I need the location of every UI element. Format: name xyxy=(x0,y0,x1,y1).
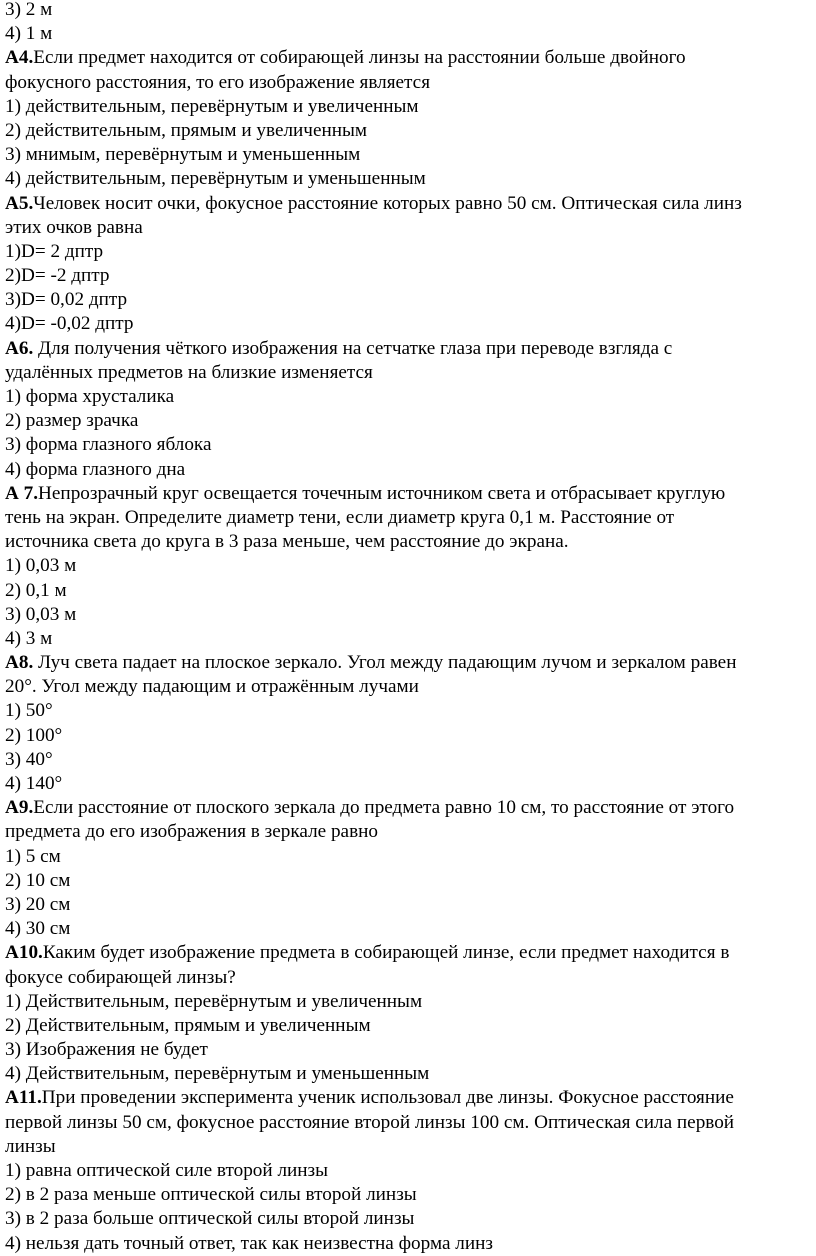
question-block xyxy=(5,651,811,796)
question-text-first-line xyxy=(5,46,811,70)
question-text: предмета до его изображения в зеркале равно xyxy=(5,821,378,843)
answer-option: 2) в 2 раза меньше оптической силы второй линзы xyxy=(5,1184,417,1206)
answer-option: 2)D= -2 дптр xyxy=(5,265,110,287)
question-text-first-line xyxy=(5,651,811,675)
answer-option: 2) Действительным, прямым и увеличенным xyxy=(5,1014,371,1036)
question-text-line xyxy=(5,675,811,699)
answer-option: 4) 1 м xyxy=(5,23,53,45)
question-text-line xyxy=(5,216,811,240)
question-text: фокусного расстояния, то его изображение является xyxy=(5,71,431,93)
answer-option: 4) действительным, перевёрнутым и уменьшенным xyxy=(5,168,426,190)
question-text-first-line xyxy=(5,337,811,361)
question-text-line xyxy=(5,71,811,95)
question-number: А8. xyxy=(5,652,34,674)
answer-option: 2) действительным, прямым и увеличенным xyxy=(5,119,368,141)
question-block xyxy=(5,941,811,1086)
answer-option: 1) форма хрусталика xyxy=(5,386,175,407)
answer-option: 1)D= 2 дптр xyxy=(5,240,104,262)
answer-option: 3) в 2 раза больше оптической силы второй линзы xyxy=(5,1208,415,1230)
answer-option: 1) Действительным, перевёрнутым и увеличенным xyxy=(5,990,423,1012)
answer-option: 4) форма глазного дна xyxy=(5,458,186,480)
question-text: источника света до круга в 3 раза меньше, чем расстояние до экрана. xyxy=(5,531,569,553)
question-number: А11. xyxy=(5,1087,42,1109)
question-text-line xyxy=(5,966,811,990)
answer-option: 4) 140° xyxy=(5,773,63,794)
question-block xyxy=(5,192,811,337)
question-text-line xyxy=(5,506,811,530)
question-text: линзы xyxy=(5,1135,56,1157)
question-text: Человек носит очки, фокусное расстояние которых равно 50 см. Оптическая сила линз xyxy=(33,192,742,214)
question-text: первой линзы 50 см, фокусное расстояние второй линзы 100 см. Оптическая сила первой xyxy=(5,1111,735,1133)
answer-option: 3) 40° xyxy=(5,748,53,770)
answer-option: 1) действительным, перевёрнутым и увеличенным xyxy=(5,95,419,117)
question-text: Каким будет изображение предмета в собирающей линзе, если предмет находится в xyxy=(42,942,730,964)
question-block xyxy=(5,796,811,941)
question-text: Если расстояние от плоского зеркала до предмета равно 10 см, то расстояние от этого xyxy=(33,797,735,819)
question-text-line xyxy=(5,820,811,844)
question-text-line xyxy=(5,1111,811,1135)
question-text-line xyxy=(5,530,811,554)
question-text: этих очков равна xyxy=(5,216,143,238)
answer-option: 2) 10 см xyxy=(5,869,71,891)
question-number: А6. xyxy=(5,337,34,359)
question-text-line xyxy=(5,361,811,385)
question-text-first-line xyxy=(5,1086,811,1110)
question-block xyxy=(5,46,811,191)
answer-option: 1) 50° xyxy=(5,700,53,722)
options-block xyxy=(5,0,811,46)
question-number: А10. xyxy=(5,942,43,964)
question-block xyxy=(5,482,811,651)
question-text: фокусе собирающей линзы? xyxy=(5,966,236,988)
answer-option: 3) 2 м xyxy=(5,0,53,20)
answer-option: 4) нельзя дать точный ответ, так как неизвестна форма линз xyxy=(5,1232,493,1254)
question-text: удалённых предметов на близкие изменяется xyxy=(5,361,373,383)
question-text-first-line xyxy=(5,192,811,216)
answer-option: 4) 3 м xyxy=(5,627,53,649)
document-page xyxy=(5,0,811,1256)
question-block xyxy=(5,1086,811,1255)
answer-option: 3) Изображения не будет xyxy=(5,1039,208,1061)
question-number: А 7. xyxy=(5,482,39,504)
answer-option: 2) размер зрачка xyxy=(5,410,139,432)
question-number: А4. xyxy=(5,47,34,69)
answer-option: 3) 20 см xyxy=(5,893,71,915)
question-number: А9. xyxy=(5,797,34,819)
answer-option: 4) 30 см xyxy=(5,918,71,940)
question-text: Если предмет находится от собирающей линзы на расстоянии больше двойного xyxy=(33,47,686,69)
question-text: Непрозрачный круг освещается точечным источником света и отбрасывает круглую xyxy=(38,482,726,504)
answer-option: 1) 5 см xyxy=(5,845,61,867)
question-block xyxy=(5,337,811,482)
question-text: Для получения чёткого изображения на сетчатке глаза при переводе взгляда с xyxy=(33,337,673,359)
question-text-line xyxy=(5,1135,811,1159)
question-text-first-line xyxy=(5,482,811,506)
answer-option: 2) 0,1 м xyxy=(5,579,67,601)
answer-option: 2) 100° xyxy=(5,724,63,746)
question-text: Луч света падает на плоское зеркало. Угол между падающим лучом и зеркалом равен xyxy=(33,652,737,674)
answer-option: 4)D= -0,02 дптр xyxy=(5,313,134,335)
question-text-first-line xyxy=(5,941,811,965)
question-text: тень на экран. Определите диаметр тени, если диаметр круга 0,1 м. Расстояние от xyxy=(5,506,675,528)
answer-option: 3)D= 0,02 дптр xyxy=(5,289,128,311)
answer-option: 3) 0,03 м xyxy=(5,603,77,625)
answer-option: 3) форма глазного яблока xyxy=(5,434,212,456)
answer-option: 1) 0,03 м xyxy=(5,555,77,577)
question-text: При проведении эксперимента ученик использовал две линзы. Фокусное расстояние xyxy=(41,1087,734,1109)
question-text-first-line xyxy=(5,796,811,820)
answer-option: 4) Действительным, перевёрнутым и уменьшенным xyxy=(5,1063,430,1085)
question-text: 20°. Угол между падающим и отражённым лучами xyxy=(5,676,419,698)
answer-option: 1) равна оптической силе второй линзы xyxy=(5,1160,329,1181)
question-number: А5. xyxy=(5,192,34,214)
answer-option: 3) мнимым, перевёрнутым и уменьшенным xyxy=(5,144,361,166)
